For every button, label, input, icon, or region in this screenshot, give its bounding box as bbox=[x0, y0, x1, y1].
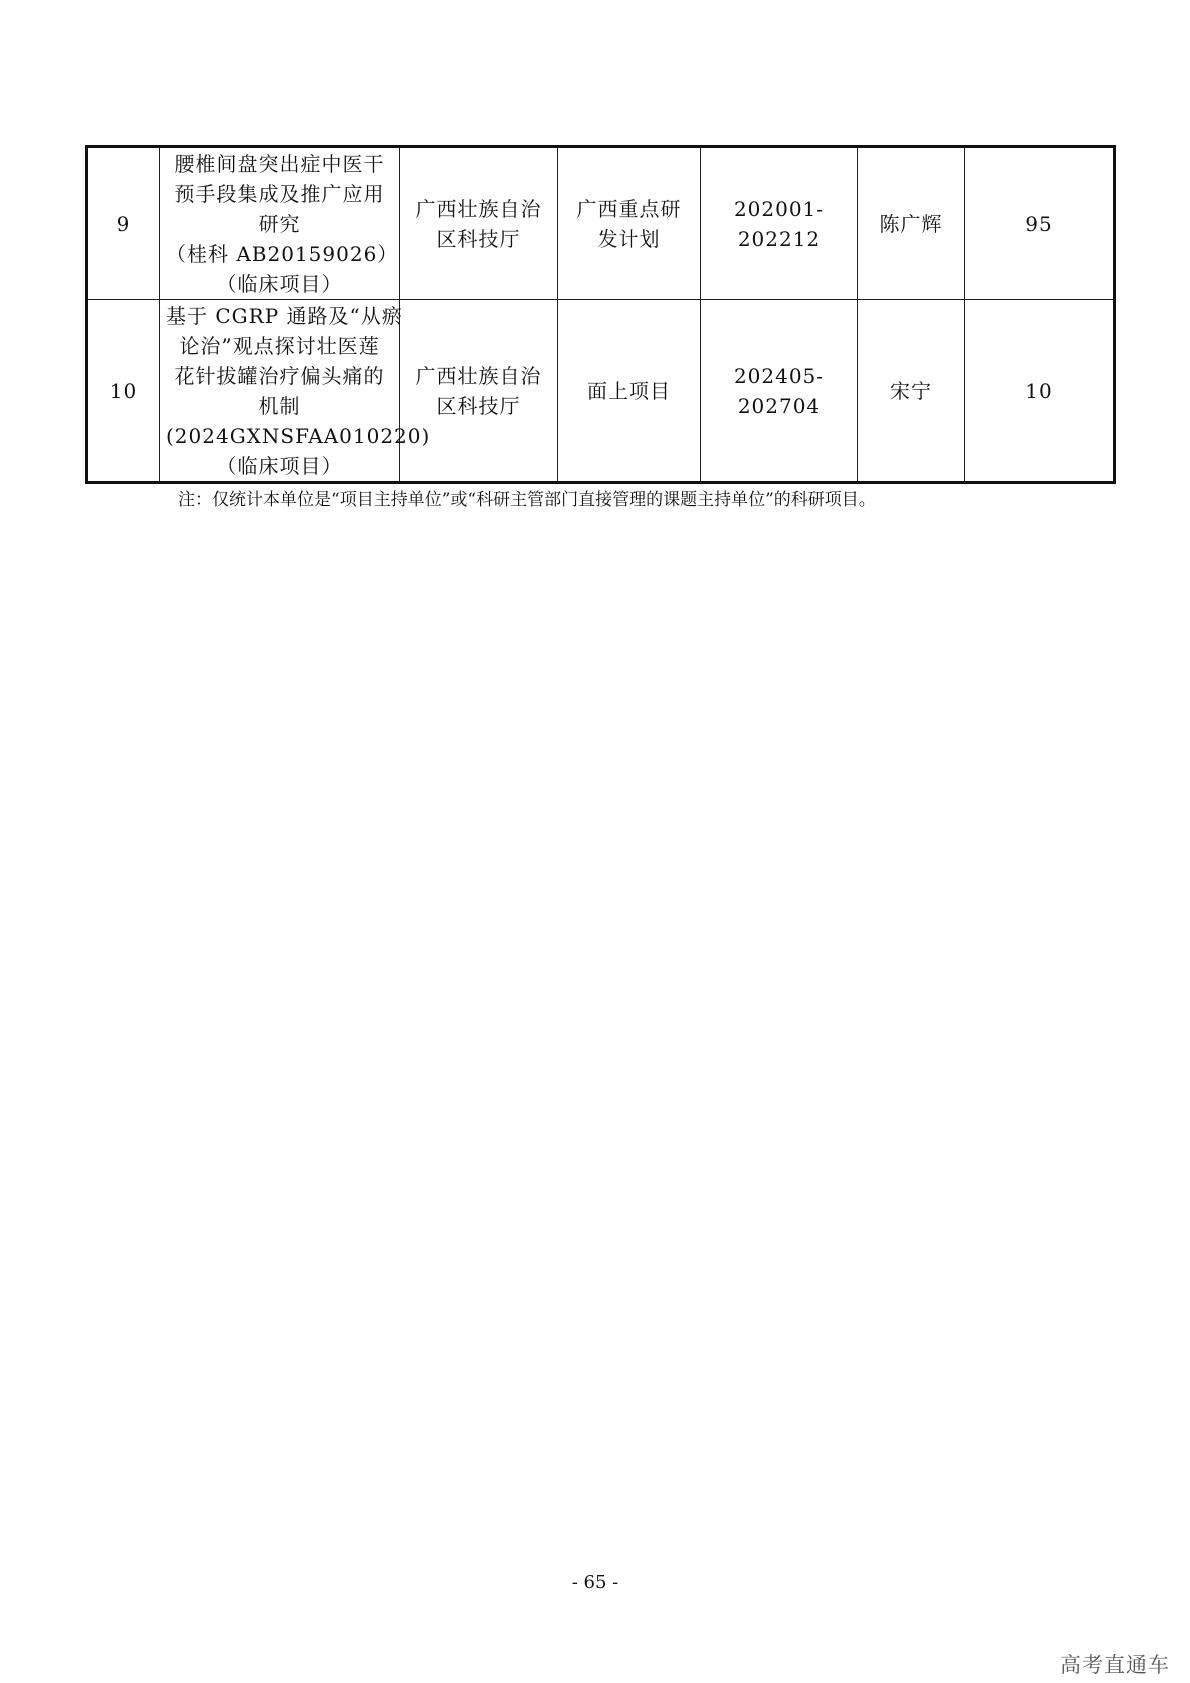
table-row bbox=[87, 300, 1115, 483]
row-index: 9 bbox=[87, 147, 160, 300]
category-line: 广西重点研 bbox=[576, 196, 682, 221]
category-line: 面上项目 bbox=[587, 378, 671, 403]
research-projects-table bbox=[85, 145, 1116, 484]
watermark-text: 高考直通车 bbox=[1060, 1653, 1170, 1677]
category-line: 发计划 bbox=[597, 226, 661, 251]
project-name-line: （临床项目） bbox=[216, 453, 343, 478]
project-period bbox=[701, 147, 858, 300]
period-line: 202405- bbox=[733, 363, 825, 388]
project-name-line: （桂科 AB20159026） bbox=[166, 241, 399, 266]
project-name-line: 基于 CGRP 通路及“从瘀 bbox=[166, 303, 403, 328]
period-line: 202212 bbox=[737, 226, 821, 251]
period-line: 202704 bbox=[737, 393, 821, 418]
project-leader: 陈广辉 bbox=[858, 147, 965, 300]
department-line: 广西壮族自治 bbox=[415, 196, 542, 221]
project-period bbox=[701, 300, 858, 483]
project-category bbox=[558, 300, 701, 483]
department-line: 广西壮族自治 bbox=[415, 363, 542, 388]
period-line: 202001- bbox=[733, 196, 825, 221]
project-name bbox=[160, 300, 431, 483]
project-table-container bbox=[85, 145, 1113, 484]
funding-department bbox=[400, 147, 558, 300]
project-name-line: 论治”观点探讨壮医莲 bbox=[179, 333, 380, 358]
row-index: 10 bbox=[87, 300, 160, 483]
department-line: 区科技厅 bbox=[436, 226, 521, 251]
project-name-line: 研究 bbox=[258, 211, 301, 236]
project-name-line: 机制 bbox=[258, 393, 301, 418]
page-number: - 65 - bbox=[571, 1572, 619, 1593]
project-amount: 95 bbox=[965, 147, 1115, 300]
project-name-line: 腰椎间盘突出症中医干 bbox=[174, 151, 385, 176]
project-name bbox=[160, 147, 400, 300]
table-row bbox=[87, 147, 1115, 300]
department-line: 区科技厅 bbox=[436, 393, 521, 418]
project-name-line: (2024GXNSFAA010220) bbox=[166, 423, 431, 448]
project-name-line: 花针拔罐治疗偏头痛的 bbox=[174, 363, 385, 388]
project-name-line: 预手段集成及推广应用 bbox=[174, 181, 385, 206]
project-category bbox=[558, 147, 701, 300]
project-amount: 10 bbox=[965, 300, 1115, 483]
table-footnote: 注：仅统计本单位是“项目主持单位”或“科研主管部门直接管理的课题主持单位”的科研项目。 bbox=[178, 490, 876, 510]
project-name-line: （临床项目） bbox=[216, 271, 343, 296]
project-leader: 宋宁 bbox=[858, 300, 965, 483]
funding-department bbox=[400, 300, 558, 483]
